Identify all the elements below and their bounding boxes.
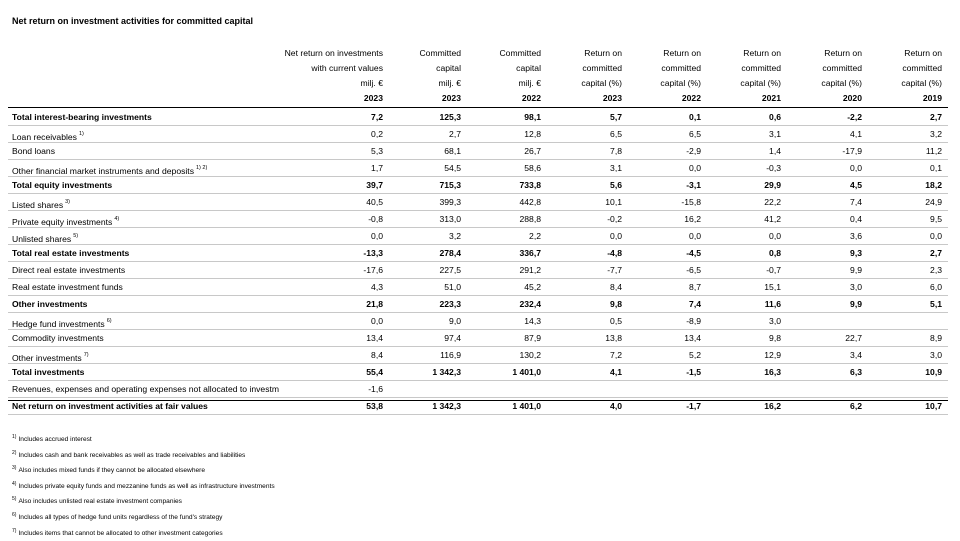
- footnote-mark: 1): [12, 434, 17, 440]
- table-row: [8, 160, 948, 177]
- table-cell: -2,9: [686, 146, 701, 156]
- footnote-text: Includes cash and bank receivables as well as trade receivables and liabilities: [18, 451, 246, 459]
- table-cell: 3,4: [850, 350, 862, 360]
- column-header-line: milj. €: [360, 78, 383, 88]
- footnote: [12, 509, 275, 525]
- table-cell: 442,8: [519, 197, 541, 207]
- table-cell: 0,8: [769, 248, 781, 258]
- column-header-line: capital: [436, 63, 461, 73]
- table-cell: 5,6: [610, 180, 622, 190]
- footnote-ref: 5): [73, 233, 79, 239]
- footnote: [12, 525, 275, 541]
- column-header-line: Return on: [663, 48, 701, 58]
- table-cell: -1,6: [368, 384, 383, 394]
- row-label-text: Other financial market instruments and deposits: [12, 166, 194, 176]
- column-header-line: capital: [516, 63, 541, 73]
- header-divider: [8, 107, 948, 108]
- table-cell: 6,3: [850, 367, 862, 377]
- column-header-8: [901, 46, 942, 106]
- footnote-text: Also includes mixed funds if they cannot be allocated elsewhere: [18, 467, 206, 475]
- column-header-line: committed: [902, 63, 942, 73]
- row-label-text: Total equity investments: [12, 180, 113, 190]
- table-cell: -13,3: [363, 248, 383, 258]
- table-cell: -0,8: [368, 214, 383, 224]
- table-cell: 5,1: [930, 299, 942, 309]
- table-cell: 98,1: [524, 112, 541, 122]
- table-cell: 8,4: [610, 282, 622, 292]
- table-cell: 336,7: [519, 248, 541, 258]
- table-cell: 9,9: [850, 265, 862, 275]
- footnote-text: Includes all types of hedge fund units regardless of the fund's strategy: [18, 513, 223, 521]
- row-label: [12, 177, 308, 193]
- table-cell: 10,7: [925, 401, 942, 411]
- row-label-text: Other investments: [12, 353, 82, 363]
- table-cell: 13,4: [684, 333, 701, 343]
- footnote-mark: 5): [12, 496, 17, 503]
- column-header-1: [285, 46, 383, 106]
- table-cell: 11,2: [925, 146, 942, 156]
- table-row: [8, 245, 948, 262]
- table-row: [8, 364, 948, 381]
- column-header-line: Return on: [824, 48, 862, 58]
- column-header-year: 2022: [521, 93, 541, 103]
- table-row: [8, 211, 948, 228]
- column-header-year: 2021: [761, 93, 781, 103]
- table-cell: 116,9: [440, 350, 461, 360]
- column-header-line: committed: [822, 63, 862, 73]
- footnote-ref: 1): [78, 131, 84, 137]
- table-cell: 26,7: [524, 146, 541, 156]
- table-cell: 2,7: [930, 248, 942, 258]
- table-cell: 1 342,3: [432, 367, 461, 377]
- column-header-line: committed: [741, 63, 781, 73]
- table-cell: 0,0: [689, 163, 701, 173]
- row-label: [12, 262, 308, 278]
- column-header-line: Committed: [419, 48, 461, 58]
- table-cell: 29,9: [764, 180, 781, 190]
- row-label-text: Total investments: [12, 367, 85, 377]
- column-header-line: capital (%): [901, 78, 942, 88]
- column-header-5: [660, 46, 701, 106]
- table-cell: 715,3: [439, 180, 461, 190]
- table-cell: 16,3: [764, 367, 781, 377]
- table-cell: 0,4: [850, 214, 862, 224]
- table-cell: -6,5: [686, 265, 701, 275]
- table-cell: 9,0: [449, 316, 461, 326]
- table-cell: -0,3: [766, 163, 781, 173]
- footnote-text: Includes accrued interest: [18, 436, 92, 443]
- table-cell: 24,9: [925, 197, 942, 207]
- table-cell: 10,9: [925, 367, 942, 377]
- table-cell: 5,2: [689, 350, 701, 360]
- row-label: [12, 296, 308, 312]
- footnote-ref: 7): [83, 352, 89, 358]
- row-label: [12, 279, 308, 295]
- column-header-line: committed: [582, 63, 622, 73]
- table-cell: 0,5: [610, 316, 622, 326]
- row-label-text: Bond loans: [12, 146, 56, 156]
- row-label-text: Loan receivables: [12, 132, 77, 142]
- column-header-line: Return on: [743, 48, 781, 58]
- table-cell: -7,7: [607, 265, 622, 275]
- column-header-line: capital (%): [740, 78, 781, 88]
- column-header-2: [419, 46, 461, 106]
- table-row: [8, 194, 948, 211]
- table-cell: 9,8: [610, 299, 622, 309]
- table-cell: -17,9: [842, 146, 862, 156]
- row-label-text: Revenues, expenses and operating expenses not allocated to investm: [12, 384, 280, 394]
- table-row: [8, 262, 948, 279]
- table-cell: 39,7: [366, 180, 383, 190]
- column-header-year: 2023: [363, 93, 383, 103]
- table-cell: 3,2: [930, 129, 942, 139]
- footnote: [12, 447, 275, 463]
- table-cell: 0,0: [769, 231, 781, 241]
- table-row: [8, 330, 948, 347]
- table-cell: 11,6: [764, 299, 781, 309]
- table-cell: 7,4: [689, 299, 701, 309]
- footnote: [12, 478, 275, 494]
- table-cell: 58,6: [524, 163, 541, 173]
- column-header-year: 2020: [842, 93, 862, 103]
- table-cell: 3,6: [850, 231, 862, 241]
- table-cell: 3,1: [610, 163, 622, 173]
- table-cell: 8,9: [930, 333, 942, 343]
- table-cell: 1,4: [769, 146, 781, 156]
- column-header-line: Committed: [499, 48, 541, 58]
- data-table: [8, 109, 948, 415]
- table-row: [8, 296, 948, 313]
- table-cell: 232,4: [519, 299, 541, 309]
- table-cell: 6,0: [930, 282, 942, 292]
- table-row: [8, 109, 948, 126]
- row-label: [12, 364, 308, 380]
- table-cell: 53,8: [366, 401, 383, 411]
- table-cell: 22,7: [845, 333, 862, 343]
- footnote-mark: 4): [12, 480, 17, 487]
- table-cell: 10,1: [605, 197, 622, 207]
- footnote: [12, 493, 275, 509]
- table-cell: 278,4: [439, 248, 461, 258]
- table-cell: 4,3: [371, 282, 383, 292]
- footnote-text: Also includes unlisted real estate investment companies: [18, 498, 182, 506]
- footnote: [12, 462, 275, 478]
- table-cell: 125,3: [439, 112, 461, 122]
- table-cell: 2,3: [930, 265, 942, 275]
- table-cell: 130,2: [519, 350, 541, 360]
- column-header-year: 2023: [441, 93, 461, 103]
- column-header-6: [740, 46, 781, 106]
- column-header-line: Return on: [584, 48, 622, 58]
- footnote-ref: 6): [106, 318, 112, 324]
- table-cell: 8,4: [371, 350, 383, 360]
- table-cell: 4,5: [850, 180, 862, 190]
- table-cell: 0,0: [371, 316, 383, 326]
- table-cell: 12,9: [764, 350, 781, 360]
- table-cell: 0,2: [371, 129, 383, 139]
- table-cell: 3,1: [769, 129, 781, 139]
- row-label-text: Commodity investments: [12, 333, 104, 343]
- table-cell: 4,1: [850, 129, 862, 139]
- column-header-3: [499, 46, 541, 106]
- table-cell: -1,5: [686, 367, 701, 377]
- table-cell: 0,1: [689, 112, 701, 122]
- table-cell: 7,8: [610, 146, 622, 156]
- row-label: [12, 381, 308, 397]
- table-cell: -3,1: [686, 180, 701, 190]
- table-row: [8, 381, 948, 398]
- table-cell: 8,7: [689, 282, 701, 292]
- table-cell: 54,5: [444, 163, 461, 173]
- column-header-year: 2019: [922, 93, 942, 103]
- table-cell: 0,1: [930, 163, 942, 173]
- table-cell: 733,8: [519, 180, 541, 190]
- row-label-text: Other investments: [12, 299, 88, 309]
- column-header-7: [821, 46, 862, 106]
- table-cell: -1,7: [686, 401, 701, 411]
- table-bottom-divider: [8, 400, 948, 401]
- table-cell: -4,5: [686, 248, 701, 258]
- table-cell: 87,9: [524, 333, 541, 343]
- table-cell: -15,8: [681, 197, 701, 207]
- table-cell: 22,2: [764, 197, 781, 207]
- table-cell: 68,1: [444, 146, 461, 156]
- table-cell: 0,6: [769, 112, 781, 122]
- table-cell: -0,2: [607, 214, 622, 224]
- table-cell: 1,7: [371, 163, 383, 173]
- row-label: [12, 245, 308, 261]
- table-cell: 16,2: [764, 401, 781, 411]
- column-header-line: with current values: [311, 63, 383, 73]
- table-row: [8, 177, 948, 194]
- table-cell: 18,2: [925, 180, 942, 190]
- row-label-text: Net return on investment activities at fair values: [12, 401, 208, 411]
- table-cell: 291,2: [519, 265, 541, 275]
- column-header-line: capital (%): [821, 78, 862, 88]
- table-row: [8, 126, 948, 143]
- table-cell: 399,3: [439, 197, 461, 207]
- table-cell: 2,7: [449, 129, 461, 139]
- table-cell: 0,0: [371, 231, 383, 241]
- table-row: [8, 228, 948, 245]
- table-cell: 2,2: [529, 231, 541, 241]
- table-cell: 16,2: [684, 214, 701, 224]
- table-cell: 7,4: [850, 197, 862, 207]
- row-label-text: Direct real estate investments: [12, 265, 126, 275]
- table-cell: 0,0: [689, 231, 701, 241]
- table-cell: 0,0: [930, 231, 942, 241]
- footnote-text: Includes items that cannot be allocated to other investment categories: [18, 529, 223, 537]
- column-header-line: capital (%): [660, 78, 701, 88]
- table-cell: -2,2: [847, 112, 862, 122]
- table-cell: 1 401,0: [512, 367, 541, 377]
- table-cell: 0,0: [850, 163, 862, 173]
- table-cell: 15,1: [764, 282, 781, 292]
- table-cell: 6,5: [610, 129, 622, 139]
- table-cell: 288,8: [519, 214, 541, 224]
- table-cell: 13,4: [366, 333, 383, 343]
- row-label-text: Total real estate investments: [12, 248, 130, 258]
- table-cell: 14,3: [524, 316, 541, 326]
- table-cell: 9,9: [850, 299, 862, 309]
- table-cell: 13,8: [605, 333, 622, 343]
- table-cell: 9,3: [850, 248, 862, 258]
- row-label: [12, 330, 308, 346]
- row-label-text: Total interest-bearing investments: [12, 112, 152, 122]
- table-cell: 223,3: [439, 299, 461, 309]
- table-cell: 6,5: [689, 129, 701, 139]
- row-label-text: Private equity investments: [12, 217, 113, 227]
- column-header-line: Return on: [904, 48, 942, 58]
- table-cell: 4,1: [610, 367, 622, 377]
- table-cell: -8,9: [686, 316, 701, 326]
- table-cell: 7,2: [371, 112, 383, 122]
- footnote-mark: 7): [12, 527, 17, 534]
- table-cell: -0,7: [766, 265, 781, 275]
- table-cell: 55,4: [366, 367, 383, 377]
- footnote-text: Includes private equity funds and mezzanine funds as well as infrastructure investments: [18, 482, 275, 490]
- footnote-ref: 4): [114, 216, 120, 222]
- table-cell: 313,0: [439, 214, 461, 224]
- footnote-mark: 3): [12, 465, 17, 472]
- table-cell: -17,6: [363, 265, 383, 275]
- footnote: [12, 431, 275, 447]
- table-cell: 227,5: [439, 265, 461, 275]
- table-cell: 1 342,3: [432, 401, 461, 411]
- table-cell: 40,5: [366, 197, 383, 207]
- table-cell: 3,0: [930, 350, 942, 360]
- column-header-line: milj. €: [438, 78, 461, 88]
- row-label-text: Listed shares: [12, 200, 64, 210]
- table-cell: 7,2: [610, 350, 622, 360]
- table-cell: 5,3: [371, 146, 383, 156]
- column-header-line: Net return on investments: [284, 48, 383, 58]
- column-header-line: capital (%): [581, 78, 622, 88]
- row-label-text: Unlisted shares: [12, 234, 72, 244]
- table-cell: 9,8: [769, 333, 781, 343]
- table-row: [8, 143, 948, 160]
- row-label: [12, 143, 308, 159]
- table-cell: 0,0: [610, 231, 622, 241]
- footnote-ref: 3): [65, 199, 71, 205]
- table-cell: 3,0: [850, 282, 862, 292]
- table-cell: 3,2: [449, 231, 461, 241]
- table-row: [8, 347, 948, 364]
- table-cell: 2,7: [930, 112, 942, 122]
- footnote-ref: 1) 2): [196, 165, 208, 171]
- table-cell: 6,2: [850, 401, 862, 411]
- column-header-year: 2022: [681, 93, 701, 103]
- table-row: [8, 313, 948, 330]
- footnotes: [12, 431, 275, 540]
- row-label: [12, 109, 308, 125]
- footnote-mark: 6): [12, 511, 17, 518]
- column-header-line: milj. €: [518, 78, 541, 88]
- footnote-mark: 2): [12, 449, 17, 456]
- table-cell: -4,8: [607, 248, 622, 258]
- table-cell: 9,5: [930, 214, 942, 224]
- column-header-4: [581, 46, 622, 106]
- table-cell: 4,0: [610, 401, 622, 411]
- row-label-text: Hedge fund investments: [12, 319, 105, 329]
- table-cell: 97,4: [444, 333, 461, 343]
- row-label-text: Real estate investment funds: [12, 282, 123, 292]
- column-header-line: committed: [661, 63, 701, 73]
- table-cell: 1 401,0: [512, 401, 541, 411]
- table-row: [8, 279, 948, 296]
- table-cell: 3,0: [769, 316, 781, 326]
- table-cell: 12,8: [524, 129, 541, 139]
- table-cell: 41,2: [764, 214, 781, 224]
- table-cell: 51,0: [444, 282, 461, 292]
- page-title: Net return on investment activities for committed capital: [12, 16, 254, 26]
- column-header-year: 2023: [602, 93, 622, 103]
- table-cell: 45,2: [524, 282, 541, 292]
- table-cell: 5,7: [610, 112, 622, 122]
- table-cell: 21,8: [366, 299, 383, 309]
